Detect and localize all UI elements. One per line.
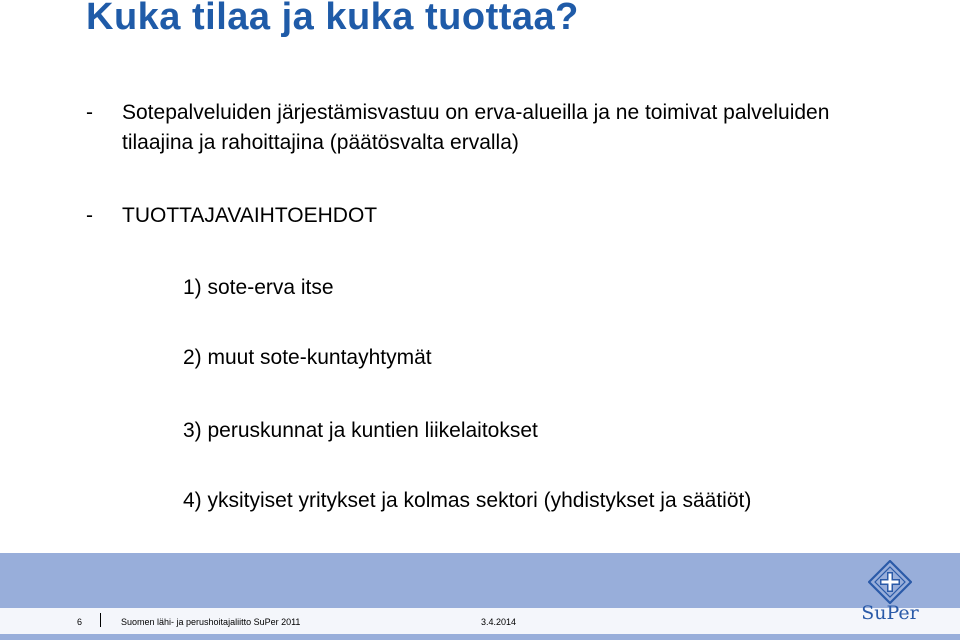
cross-diamond-icon [868,560,912,604]
producer-option-1: 1) sote-erva itse [183,276,334,299]
footer-organization: Suomen lähi- ja perushoitajaliitto SuPer 2011 [121,617,301,627]
footer-divider [100,613,101,627]
producer-option-4: 4) yksityiset yritykset ja kolmas sektori (yhdistykset ja säätiöt) [183,489,752,512]
page-number: 6 [77,617,83,627]
slide-title: Kuka tilaa ja kuka tuottaa? [86,0,579,38]
bullet-text: Sotepalveluiden järjestämisvastuu on erva-alueilla ja ne toimivat palveluiden tilaajina ja rahoittajina (päätösvalta ervalla) [122,101,830,154]
producer-option-2: 2) muut sote-kuntayhtymät [183,346,432,369]
bullet-dash: - [86,204,93,227]
producer-option-3: 3) peruskunnat ja kuntien liikelaitokset [183,419,538,442]
bullet-dash: - [86,101,93,124]
footer-date: 3.4.2014 [481,617,517,627]
bullet-text: TUOTTAJAVAIHTOEHDOT [122,204,378,227]
super-logo [854,560,926,630]
logo-wordmark: SuPer [861,602,919,624]
